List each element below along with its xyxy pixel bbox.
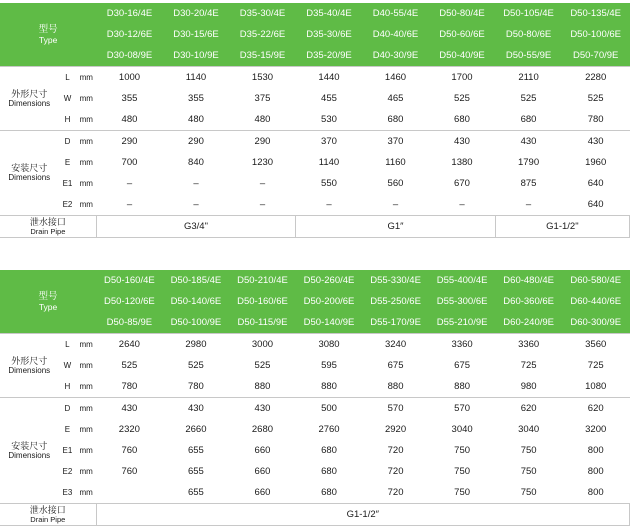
- value-cell: 430: [229, 398, 296, 420]
- value-cell: 525: [454, 93, 470, 104]
- model-name: D50-70/9E: [562, 45, 630, 67]
- spec-table-1: [0, 3, 630, 238]
- model-name: D50-55/9E: [495, 45, 562, 67]
- value-cell: 655: [187, 466, 204, 477]
- row-unit: mm: [79, 488, 93, 497]
- drain-pipe-size: G1-1/2″: [96, 504, 629, 526]
- value-cell: 525: [187, 360, 204, 371]
- value-cell: 2320: [118, 424, 140, 435]
- value-cell: 290: [229, 131, 296, 153]
- model-name: D60-360/6E: [495, 291, 562, 312]
- value-cell: 2760: [318, 424, 340, 435]
- value-cell: 595: [321, 360, 337, 371]
- value-cell: 750: [520, 466, 537, 477]
- value-cell: 880: [387, 381, 404, 392]
- row-unit: mm: [79, 115, 93, 124]
- value-cell: 3040: [518, 424, 540, 435]
- value-cell: 480: [188, 114, 204, 125]
- model-name: D50-260/4E: [296, 270, 363, 291]
- model-name: D50-160/6E: [229, 291, 296, 312]
- value-cell: 750: [454, 445, 471, 456]
- value-cell: 1140: [318, 157, 340, 168]
- value-cell: 840: [188, 157, 204, 168]
- value-cell: 1530: [229, 67, 296, 89]
- row-symbol: E2: [62, 467, 73, 476]
- data-row: [0, 376, 630, 398]
- row-symbol: D: [59, 131, 77, 153]
- row-symbol: W: [63, 94, 72, 103]
- data-row: [0, 173, 630, 194]
- value-cell: 780: [187, 381, 204, 392]
- model-name: D60-240/9E: [495, 312, 562, 334]
- row-unit: mm: [76, 398, 96, 420]
- model-name: D40-30/9E: [362, 45, 429, 67]
- value-cell: 1700: [429, 67, 496, 89]
- model-name: D50-80/6E: [495, 24, 562, 45]
- value-cell: 570: [362, 398, 429, 420]
- value-cell: 560: [387, 178, 404, 189]
- value-cell: 660: [254, 466, 271, 477]
- model-name: D50-160/4E: [96, 270, 163, 291]
- drain-label-cn: 泄水接口: [29, 216, 66, 227]
- value-cell: –: [326, 199, 332, 210]
- data-row: [0, 461, 630, 482]
- data-row: [0, 419, 630, 440]
- value-cell: 2640: [96, 334, 163, 356]
- row-unit: mm: [79, 94, 93, 103]
- value-cell: 1960: [585, 157, 607, 168]
- value-cell: 3360: [429, 334, 496, 356]
- value-cell: 720: [387, 487, 404, 498]
- value-cell: 760: [121, 445, 138, 456]
- model-name: D60-300/9E: [562, 312, 630, 334]
- value-cell: 680: [321, 445, 337, 456]
- group-label-cell: [0, 398, 59, 504]
- model-name: D50-100/9E: [163, 312, 230, 334]
- value-cell: 2280: [562, 67, 630, 89]
- header-row: [0, 3, 630, 24]
- value-cell: 640: [587, 178, 604, 189]
- row-symbol: H: [64, 115, 71, 124]
- data-row: [0, 131, 630, 153]
- value-cell: 1000: [96, 67, 163, 89]
- value-cell: 1790: [517, 157, 540, 168]
- model-name: D60-480/4E: [495, 270, 562, 291]
- value-cell: 670: [454, 178, 470, 189]
- value-cell: 675: [387, 360, 404, 371]
- value-cell: 430: [163, 398, 230, 420]
- model-name: D30-08/9E: [96, 45, 163, 67]
- model-name: D30-12/6E: [96, 24, 163, 45]
- model-name: D40-40/6E: [362, 24, 429, 45]
- data-row: [0, 482, 630, 504]
- value-cell: 3040: [451, 424, 473, 435]
- model-name: D50-185/4E: [163, 270, 230, 291]
- value-cell: 680: [454, 114, 470, 125]
- data-row: [0, 194, 630, 216]
- model-name: D30-16/4E: [96, 3, 163, 24]
- model-name: D30-10/9E: [163, 45, 230, 67]
- model-name: D35-20/9E: [296, 45, 363, 67]
- value-cell: 2980: [163, 334, 230, 356]
- data-row: [0, 398, 630, 420]
- model-name: D50-80/4E: [429, 3, 496, 24]
- value-cell: 3360: [495, 334, 562, 356]
- model-name: D50-140/6E: [163, 291, 230, 312]
- row-unit: mm: [79, 158, 93, 167]
- value-cell: 290: [96, 131, 163, 153]
- row-unit: mm: [76, 67, 96, 89]
- type-label-en: Type: [38, 34, 58, 45]
- row-symbol: W: [63, 361, 72, 370]
- value-cell: 3200: [585, 424, 607, 435]
- value-cell: 525: [121, 360, 138, 371]
- model-name: D50-60/6E: [429, 24, 496, 45]
- value-cell: 3000: [229, 334, 296, 356]
- model-name: D50-85/9E: [96, 312, 163, 334]
- value-cell: 480: [254, 114, 271, 125]
- value-cell: 1140: [163, 67, 230, 89]
- value-cell: 525: [520, 93, 537, 104]
- value-cell: –: [459, 199, 465, 210]
- drain-pipe-size: G1-1/2": [495, 216, 629, 238]
- type-label-cn: 型号: [38, 23, 58, 35]
- value-cell: 480: [121, 114, 138, 125]
- value-cell: 430: [429, 131, 496, 153]
- group-label-cell: [0, 334, 59, 398]
- row-unit: mm: [79, 382, 93, 391]
- value-cell: 680: [520, 114, 537, 125]
- value-cell: –: [525, 199, 532, 210]
- value-cell: 2680: [251, 424, 274, 435]
- data-row: [0, 355, 630, 376]
- row-symbol: E3: [62, 488, 73, 497]
- value-cell: 800: [587, 445, 604, 456]
- row-symbol: E2: [62, 200, 73, 209]
- value-cell: 675: [454, 360, 471, 371]
- data-row: [0, 152, 630, 173]
- data-row: [0, 440, 630, 461]
- type-label-en: Type: [38, 301, 58, 312]
- model-name: D50-210/4E: [229, 270, 296, 291]
- value-cell: 530: [321, 114, 337, 125]
- model-name: D35-22/6E: [229, 24, 296, 45]
- model-name: D50-115/9E: [229, 312, 296, 334]
- row-unit: mm: [79, 179, 93, 188]
- group-label-cell: [0, 131, 59, 216]
- value-cell: 3560: [562, 334, 630, 356]
- drain-label-en: Drain Pipe: [30, 514, 66, 524]
- model-name: D50-100/6E: [562, 24, 630, 45]
- model-name: D30-15/6E: [163, 24, 230, 45]
- row-symbol: D: [59, 398, 77, 420]
- drain-row: [0, 504, 630, 526]
- group-label-cn: 安装尺寸: [11, 163, 48, 173]
- row-symbol: H: [64, 382, 71, 391]
- value-cell: 720: [387, 445, 404, 456]
- spec-table-2: [0, 270, 630, 526]
- row-symbol: E: [64, 158, 71, 167]
- value-cell: 760: [121, 466, 138, 477]
- model-name: D35-30/4E: [229, 3, 296, 24]
- value-cell: 655: [187, 487, 204, 498]
- value-cell: 880: [454, 381, 471, 392]
- value-cell: –: [259, 199, 266, 210]
- value-cell: 3080: [296, 334, 363, 356]
- value-cell: 640: [587, 199, 604, 210]
- row-symbol: E: [64, 425, 71, 434]
- value-cell: 430: [96, 398, 163, 420]
- value-cell: 455: [321, 93, 337, 104]
- value-cell: 1440: [296, 67, 363, 89]
- value-cell: 2660: [185, 424, 207, 435]
- drain-label-cell: [0, 216, 96, 238]
- group-label-en: Dimensions: [8, 173, 51, 182]
- value-cell: 290: [163, 131, 230, 153]
- model-name: D55-250/6E: [362, 291, 429, 312]
- value-cell: 620: [562, 398, 630, 420]
- value-cell: 355: [188, 93, 204, 104]
- value-cell: –: [259, 178, 266, 189]
- value-cell: 800: [587, 466, 604, 477]
- value-cell: 700: [121, 157, 138, 168]
- row-unit: mm: [79, 446, 93, 455]
- model-name: D35-30/6E: [296, 24, 363, 45]
- data-row: [0, 88, 630, 109]
- value-cell: 880: [254, 381, 271, 392]
- type-header-cell: [0, 3, 96, 67]
- value-cell: [96, 482, 163, 504]
- group-label-cn: 外形尺寸: [11, 88, 48, 99]
- value-cell: 780: [121, 381, 138, 392]
- type-header-cell: [0, 270, 96, 334]
- value-cell: 660: [254, 445, 271, 456]
- value-cell: 430: [495, 131, 562, 153]
- value-cell: 570: [429, 398, 496, 420]
- drain-row: [0, 216, 630, 238]
- group-label-cell: [0, 67, 59, 131]
- value-cell: 2110: [495, 67, 562, 89]
- value-cell: 1230: [251, 157, 274, 168]
- drain-pipe-size: G3/4": [96, 216, 296, 238]
- model-name: D50-140/9E: [296, 312, 363, 334]
- value-cell: 680: [321, 487, 337, 498]
- value-cell: 525: [587, 93, 604, 104]
- row-symbol: L: [59, 334, 77, 356]
- row-symbol: E1: [62, 446, 73, 455]
- model-name: D60-580/4E: [562, 270, 630, 291]
- value-cell: 800: [587, 487, 604, 498]
- drain-label-cn: 泄水接口: [29, 504, 66, 515]
- value-cell: 875: [520, 178, 537, 189]
- row-symbol: E1: [62, 179, 73, 188]
- model-name: D55-210/9E: [429, 312, 496, 334]
- value-cell: 375: [254, 93, 271, 104]
- model-name: D50-135/4E: [562, 3, 630, 24]
- row-unit: mm: [76, 131, 96, 153]
- value-cell: 500: [296, 398, 363, 420]
- value-cell: 1160: [385, 157, 406, 168]
- value-cell: 780: [587, 114, 604, 125]
- group-label-en: Dimensions: [8, 98, 51, 108]
- value-cell: 355: [121, 93, 138, 104]
- value-cell: 370: [362, 131, 429, 153]
- model-name: D55-170/9E: [362, 312, 429, 334]
- group-label-en: Dimensions: [8, 365, 51, 375]
- value-cell: 3240: [362, 334, 429, 356]
- model-name: D50-200/6E: [296, 291, 363, 312]
- value-cell: 725: [587, 360, 604, 371]
- value-cell: 980: [520, 381, 537, 392]
- value-cell: 720: [387, 466, 404, 477]
- drain-pipe-size: G1″: [296, 216, 496, 238]
- value-cell: 660: [254, 487, 271, 498]
- value-cell: –: [193, 178, 199, 189]
- model-name: D50-40/9E: [429, 45, 496, 67]
- type-label-cn: 型号: [38, 290, 58, 302]
- value-cell: 525: [254, 360, 271, 371]
- value-cell: 750: [520, 445, 537, 456]
- value-cell: 680: [387, 114, 404, 125]
- value-cell: 2920: [384, 424, 407, 435]
- value-cell: 370: [296, 131, 363, 153]
- row-unit: mm: [79, 467, 93, 476]
- value-cell: –: [126, 199, 133, 210]
- value-cell: 1460: [362, 67, 429, 89]
- data-row: [0, 109, 630, 131]
- value-cell: 550: [321, 178, 337, 189]
- value-cell: 725: [520, 360, 537, 371]
- model-name: D60-440/6E: [562, 291, 630, 312]
- value-cell: 750: [454, 466, 471, 477]
- drain-label-en: Drain Pipe: [30, 226, 66, 236]
- value-cell: 750: [520, 487, 537, 498]
- model-name: D50-105/4E: [495, 3, 562, 24]
- model-name: D35-40/4E: [296, 3, 363, 24]
- model-name: D35-15/9E: [229, 45, 296, 67]
- value-cell: 655: [187, 445, 204, 456]
- value-cell: –: [392, 199, 399, 210]
- row-unit: mm: [76, 334, 96, 356]
- model-name: D55-300/6E: [429, 291, 496, 312]
- group-label-cn: 安装尺寸: [11, 440, 48, 451]
- value-cell: 430: [562, 131, 630, 153]
- value-cell: 880: [321, 381, 337, 392]
- value-cell: 620: [495, 398, 562, 420]
- model-name: D40-55/4E: [362, 3, 429, 24]
- drain-label-cell: [0, 504, 96, 526]
- value-cell: –: [126, 178, 133, 189]
- row-symbol: L: [59, 67, 77, 89]
- value-cell: 680: [321, 466, 337, 477]
- group-label-cn: 外形尺寸: [11, 355, 48, 366]
- data-row: [0, 334, 630, 356]
- row-unit: mm: [79, 425, 93, 434]
- row-unit: mm: [79, 361, 93, 370]
- value-cell: 1080: [585, 381, 607, 392]
- value-cell: 750: [454, 487, 471, 498]
- group-label-en: Dimensions: [8, 450, 51, 460]
- header-row: [0, 270, 630, 291]
- value-cell: –: [193, 199, 199, 210]
- row-unit: mm: [79, 200, 93, 209]
- data-row: [0, 67, 630, 89]
- value-cell: 465: [387, 93, 404, 104]
- value-cell: 1380: [451, 157, 473, 168]
- model-name: D50-120/6E: [96, 291, 163, 312]
- model-name: D55-400/4E: [429, 270, 496, 291]
- model-name: D30-20/4E: [163, 3, 230, 24]
- model-name: D55-330/4E: [362, 270, 429, 291]
